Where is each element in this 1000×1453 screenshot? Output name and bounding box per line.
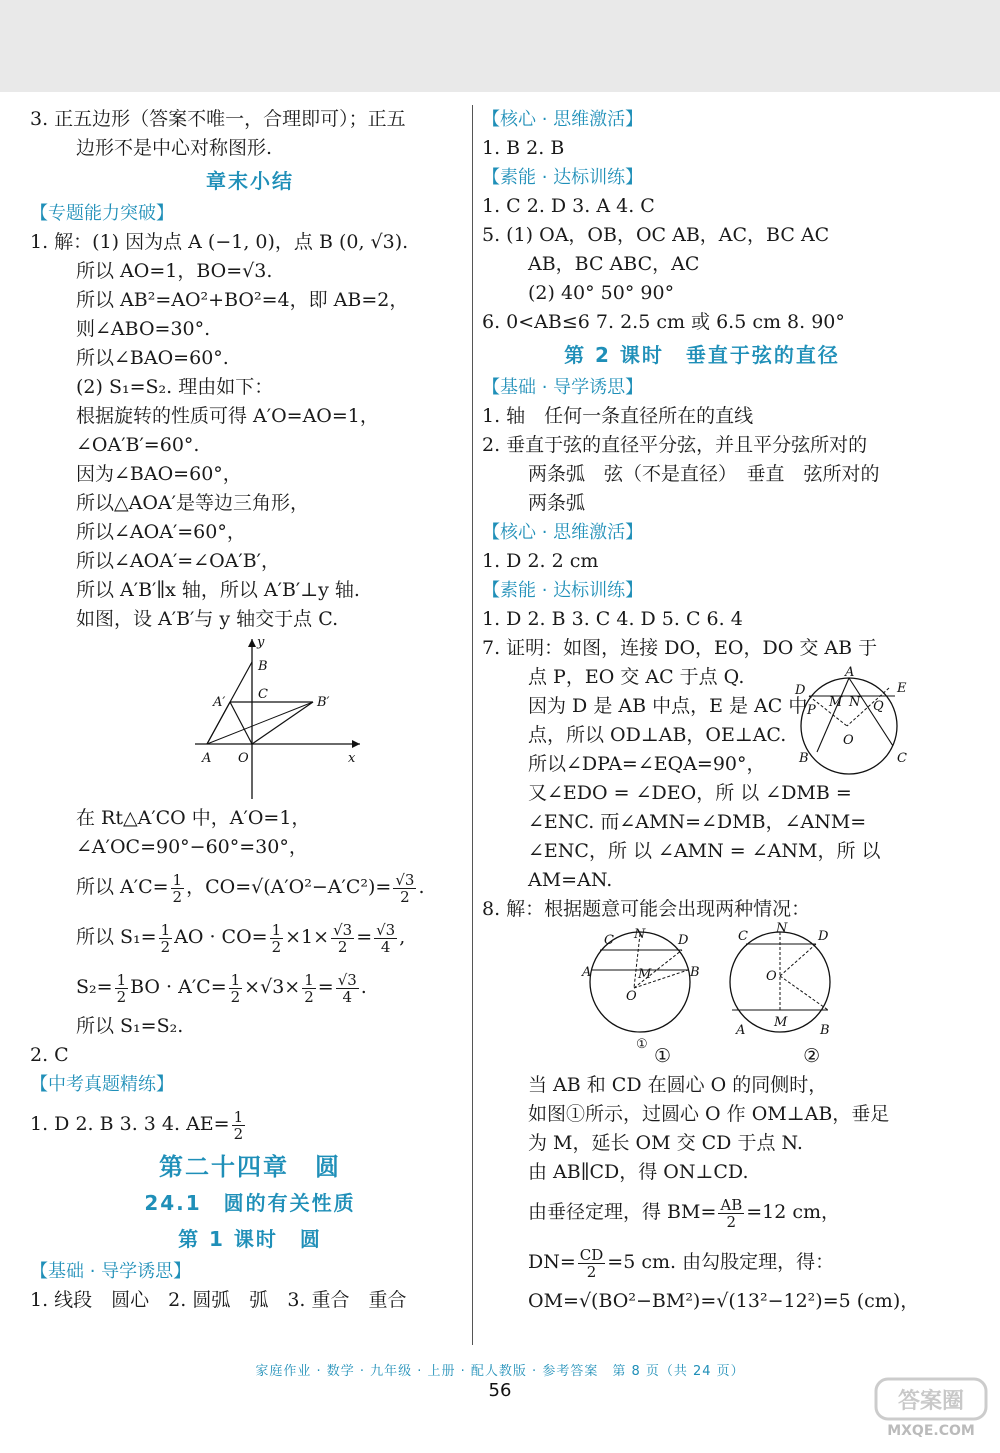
- two-cases-figure: [482, 921, 922, 1052]
- answer-line: (2) S₁=S₂. 理由如下：: [76, 376, 274, 398]
- numerator: 1: [172, 870, 183, 889]
- answer-line: 所以 AO=1，BO=√3.: [76, 260, 273, 282]
- section-label: 【基础 · 导学诱思】: [30, 1261, 192, 1282]
- answer-line: 1. 轴 任何一条直径所在的直线: [482, 405, 754, 427]
- figure-label-row: [482, 1042, 922, 1071]
- svg-text:A: A: [202, 751, 212, 766]
- answer-line: 2. C: [30, 1044, 69, 1066]
- svg-text:M: M: [638, 967, 652, 982]
- text-run: ,: [399, 926, 406, 948]
- answer-line: 所以∠BAO=60°.: [76, 347, 229, 369]
- svg-text:C: C: [897, 751, 907, 766]
- fraction: [393, 872, 416, 905]
- svg-text:A: A: [845, 665, 855, 680]
- answer-line: 由 AB∥CD，得 ON⊥CD.: [528, 1161, 749, 1183]
- answer-line: 2. 垂直于弦的直径平分弦，并且平分弦所对的: [482, 434, 868, 456]
- fraction: [718, 1197, 744, 1230]
- column-divider: [472, 105, 473, 1345]
- answer-line: 6. 0<AB≤6 7. 2.5 cm 或 6.5 cm 8. 90°: [482, 311, 845, 333]
- answer-line: 点，所以 OD⊥AB，OE⊥AC.: [528, 724, 787, 746]
- svg-text:N: N: [849, 695, 861, 710]
- two-circles-diagram: [482, 921, 922, 1052]
- svg-text:C: C: [604, 933, 614, 948]
- answer-line: [30, 912, 470, 962]
- fraction: [171, 872, 185, 905]
- answer-line: 所以 S₁=S₂.: [76, 1015, 184, 1037]
- footer-info: 家庭作业 · 数学 · 九年级 · 上册 · 配人教版 · 参考答案 第 8 页（共 24 页）: [255, 1364, 745, 1379]
- text-run: ×1×: [285, 926, 330, 948]
- text-run: =12 cm，: [746, 1201, 841, 1223]
- text-run: =5 cm. 由勾股定理，得：: [607, 1251, 835, 1273]
- text-run: .: [418, 876, 425, 898]
- denominator: 2: [230, 987, 241, 1006]
- denominator: 2: [172, 887, 183, 906]
- watermark-site: MXQE.COM: [887, 1423, 975, 1439]
- svg-text:O: O: [626, 989, 637, 1004]
- fraction: [115, 972, 129, 1005]
- numerator: 1: [160, 920, 171, 939]
- answer-line: 8. 解：根据题意可能会出现两种情况：: [482, 898, 811, 920]
- svg-text:B: B: [258, 659, 268, 674]
- right-column: [482, 105, 922, 1316]
- fraction: [336, 972, 359, 1005]
- svg-text:O: O: [843, 733, 854, 748]
- numerator: CD: [579, 1245, 604, 1264]
- numerator: 1: [271, 920, 282, 939]
- svg-text:A: A: [736, 1023, 746, 1038]
- section-label: 【素能 · 达标训练】: [482, 167, 644, 188]
- text-run: AO · CO=: [174, 926, 268, 948]
- answer-line: 则∠ABO=30°.: [76, 318, 211, 340]
- fraction: [270, 922, 284, 955]
- svg-text:y: y: [257, 635, 265, 650]
- answer-line: 1. B 2. B: [482, 137, 565, 159]
- fraction: [229, 972, 243, 1005]
- numerator: 1: [230, 970, 241, 989]
- denominator: 2: [116, 987, 127, 1006]
- fraction: [159, 922, 173, 955]
- text-run: =: [356, 926, 373, 948]
- svg-text:D: D: [795, 683, 806, 698]
- text-run: ，CO=√(A′O²−A′C²)=: [186, 876, 392, 898]
- answer-line: 7. 证明：如图，连接 DO，EO，DO 交 AB 于: [482, 637, 878, 659]
- answer-line: 在 Rt△A′CO 中，A′O=1，: [76, 807, 311, 829]
- svg-text:N: N: [634, 927, 646, 942]
- answer-line: (2) 40° 50° 90°: [528, 282, 675, 304]
- numerator: √3: [376, 920, 396, 939]
- watermark-glyph: 答案圈: [897, 1389, 965, 1414]
- svg-text:P: P: [807, 703, 816, 718]
- section-label: 【核心 · 思维激活】: [482, 522, 644, 543]
- numerator: √3: [395, 870, 415, 889]
- lesson-heading: 第 1 课时 圆: [178, 1227, 322, 1251]
- answer-line: [482, 1237, 922, 1287]
- answer-line: 因为∠BAO=60°，: [76, 463, 242, 485]
- answer-line: 所以∠DPA=∠EQA=90°，: [528, 753, 766, 775]
- svg-text:B: B: [820, 1023, 830, 1038]
- page-number: 56: [488, 1380, 512, 1401]
- section-heading: 24.1 圆的有关性质: [144, 1191, 356, 1215]
- svg-text:D: D: [818, 929, 829, 944]
- denominator: 2: [304, 987, 314, 1006]
- chapter-heading: 第二十四章 圆: [159, 1153, 341, 1181]
- answer-line: ∠ENC，所 以 ∠AMN = ∠ANM，所 以: [528, 840, 881, 862]
- svg-text:O: O: [766, 969, 777, 984]
- text-run: BO · A′C=: [130, 976, 227, 998]
- numerator: √3: [337, 970, 357, 989]
- denominator: 2: [271, 937, 282, 956]
- section-label: 【中考真题精练】: [30, 1074, 174, 1095]
- answer-line: 因为 D 是 AB 中点，E 是 AC 中: [528, 695, 808, 717]
- svg-text:A: A: [582, 965, 592, 980]
- rotation-figure: [30, 634, 470, 804]
- svg-text:M: M: [774, 1015, 788, 1030]
- svg-text:M: M: [829, 695, 843, 710]
- answer-line: 1. 线段 圆心 2. 圆弧 弧 3. 重合 重合: [30, 1289, 407, 1311]
- circle-proof-diagram: [787, 666, 917, 776]
- denominator: 2: [160, 937, 171, 956]
- denominator: 2: [337, 937, 348, 956]
- answer-line: 1. 解：(1) 因为点 A (−1, 0)，点 B (0, √3).: [30, 231, 409, 253]
- answer-line: [30, 1099, 470, 1149]
- answer-line: 3. 正五边形（答案不唯一，合理即可）；正五: [30, 108, 406, 130]
- answer-line: ∠OA′B′=60°.: [76, 434, 200, 456]
- text-run: S₂=: [76, 976, 113, 998]
- answer-line: OM=√(BO²−BM²)=√(13²−12²)=5 (cm)，: [528, 1290, 920, 1312]
- answer-line: 又∠EDO = ∠DEO，所 以 ∠DMB =: [528, 782, 852, 804]
- section-label: 【基础 · 导学诱思】: [482, 377, 644, 398]
- answer-line: 边形不是中心对称图形.: [76, 137, 273, 159]
- answer-line: ∠A′OC=90°−60°=30°，: [76, 836, 308, 858]
- numerator: AB: [720, 1195, 743, 1214]
- denominator: 4: [380, 937, 391, 956]
- scan-top-shade: [0, 0, 1000, 92]
- rotation-diagram: [30, 634, 470, 804]
- svg-text:B: B: [690, 965, 700, 980]
- answer-line: 1. C 2. D 3. A 4. C: [482, 195, 655, 217]
- section-label: 【核心 · 思维激活】: [482, 109, 644, 130]
- watermark-logo: [872, 1375, 990, 1447]
- answer-line: 所以△AOA′是等边三角形，: [76, 492, 309, 514]
- section-label: 【素能 · 达标训练】: [482, 580, 644, 601]
- answer-line: 根据旋转的性质可得 A′O=AO=1，: [76, 405, 379, 427]
- answer-line: AB，BC ABC，AC: [528, 253, 700, 275]
- answer-line: AM=AN.: [528, 869, 613, 891]
- answer-line: 所以 AB²=AO²+BO²=4，即 AB=2，: [76, 289, 409, 311]
- answer-line: 点 P，EO 交 AC 于点 Q.: [528, 666, 745, 688]
- watermark-icon: [872, 1375, 990, 1425]
- answer-line: 两条弧 弦（不是直径） 垂直 弦所对的: [528, 463, 880, 485]
- text-run: 1. D 2. B 3. 3 4. AE=: [30, 1113, 230, 1135]
- denominator: 4: [342, 987, 353, 1006]
- answer-line: 两条弧: [528, 492, 586, 514]
- figure-label-2: ②: [803, 1045, 821, 1067]
- svg-text:E: E: [897, 681, 907, 696]
- left-column: [30, 105, 470, 1315]
- svg-text:O: O: [238, 751, 249, 766]
- answer-line: [482, 1187, 922, 1237]
- text-run: .: [360, 976, 367, 998]
- denominator: 2: [400, 887, 410, 906]
- text-run: DN=: [528, 1251, 576, 1273]
- svg-text:C: C: [258, 687, 268, 702]
- answer-line: 所以 A′B′∥x 轴，所以 A′B′⊥y 轴.: [76, 579, 360, 601]
- numerator: √3: [333, 920, 353, 939]
- answer-line: ∠ENC. 而∠AMN=∠DMB，∠ANM=: [528, 811, 867, 833]
- svg-text:A′: A′: [213, 695, 226, 710]
- numerator: 1: [116, 970, 127, 989]
- denominator: 2: [726, 1212, 737, 1231]
- svg-text:Q: Q: [873, 699, 884, 714]
- answer-line: [30, 862, 470, 912]
- svg-text:C: C: [738, 929, 748, 944]
- text-run: =: [317, 976, 334, 998]
- answer-line: 1. D 2. 2 cm: [482, 550, 599, 572]
- fraction: [578, 1247, 606, 1280]
- denominator: 2: [233, 1124, 244, 1143]
- text-run: 所以 A′C=: [76, 876, 169, 898]
- lesson-heading: 第 2 课时 垂直于弦的直径: [564, 343, 840, 367]
- fraction: [232, 1109, 246, 1142]
- text-run: ×√3×: [244, 976, 301, 998]
- fraction: [374, 922, 397, 955]
- denominator: 2: [586, 1262, 597, 1281]
- numerator: 1: [233, 1107, 244, 1126]
- svg-text:D: D: [678, 933, 689, 948]
- answer-line: 1. D 2. B 3. C 4. D 5. C 6. 4: [482, 608, 743, 630]
- svg-text:N: N: [776, 921, 788, 936]
- answer-line: 5. (1) OA，OB，OC AB，AC，BC AC: [482, 224, 830, 246]
- fraction: [302, 972, 316, 1005]
- fraction: [331, 922, 354, 955]
- answer-line: 如图①所示，过圆心 O 作 OM⊥AB，垂足: [528, 1103, 890, 1125]
- answer-line: 为 M，延长 OM 交 CD 于点 N.: [528, 1132, 803, 1154]
- figure-label-1: ①: [636, 1037, 648, 1052]
- section-label: 【专题能力突破】: [30, 203, 174, 224]
- answer-line: 所以∠AOA′=∠OA′B′，: [76, 550, 280, 572]
- answer-line: 如图，设 A′B′与 y 轴交于点 C.: [76, 608, 339, 630]
- svg-text:B: B: [799, 751, 809, 766]
- section-heading-summary: 章末小结: [206, 169, 294, 193]
- svg-text:x: x: [348, 751, 356, 766]
- figure-label-1: ①: [654, 1045, 672, 1067]
- svg-text:B′: B′: [317, 695, 330, 710]
- answer-line: 所以∠AOA′=60°，: [76, 521, 246, 543]
- numerator: 1: [304, 970, 314, 989]
- text-run: 由垂径定理，得 BM=: [528, 1201, 717, 1223]
- answer-line: [30, 962, 470, 1012]
- text-run: 所以 S₁=: [76, 926, 157, 948]
- answer-line: 当 AB 和 CD 在圆心 O 的同侧时，: [528, 1074, 828, 1096]
